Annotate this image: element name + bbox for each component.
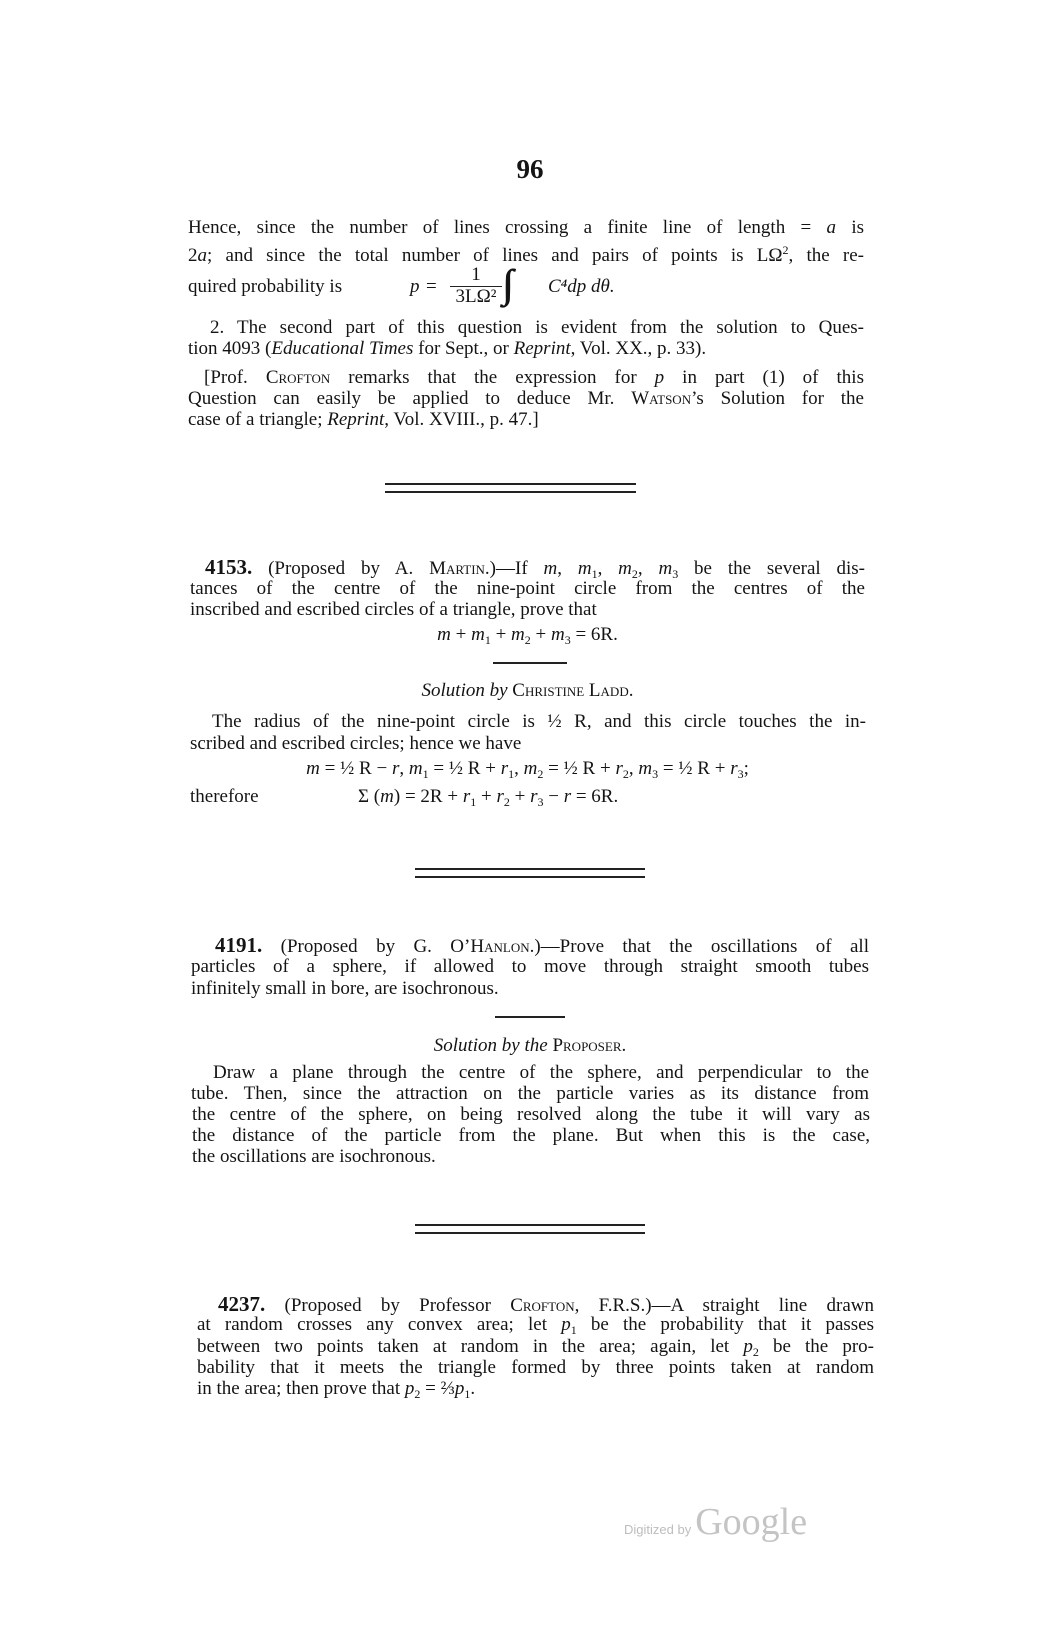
text-segment: m <box>543 558 558 579</box>
text-segment: Hence, since the number of lines crossing a finite line of length = <box>188 217 827 238</box>
text-segment: , <box>597 558 619 579</box>
text-segment: Proposer <box>552 1035 622 1056</box>
formula-lhs: p <box>410 276 420 297</box>
text-segment: 3 <box>564 633 571 647</box>
text-segment: a <box>826 217 837 238</box>
text-segment: Solution by <box>421 680 513 701</box>
text-segment: ; <box>743 758 749 779</box>
fraction-numerator: 1 <box>450 264 502 287</box>
text-segment: , Vol. XVIII., p. 47.] <box>384 409 539 430</box>
text-segment: = ½ R + <box>428 758 501 779</box>
text-segment: = ½ R − <box>319 758 392 779</box>
text-line <box>204 367 864 389</box>
text-segment: 2 <box>414 1387 421 1401</box>
text-segment: 1 <box>484 633 491 647</box>
text-segment: 1 <box>464 1387 471 1401</box>
question-number: 4153. <box>205 555 253 579</box>
text-segment: scribed and escribed circles; hence we have <box>190 733 522 754</box>
text-segment: Crofton <box>265 367 331 388</box>
fraction-denominator: 3LΩ² <box>455 286 497 307</box>
watermark-brand: Google <box>695 1501 808 1543</box>
text-segment: m <box>523 758 538 779</box>
text-segment: Σ ( <box>358 786 381 807</box>
text-segment: be the probability that it passes <box>576 1314 874 1335</box>
formula-label: quired probability is <box>188 276 343 297</box>
text-segment: 2. The second part of this question is evident from the solution to Ques- <box>210 317 864 338</box>
text-segment: 2 <box>537 767 544 781</box>
text-segment: ; and since the total number of lines and pairs of points is LΩ <box>207 245 783 266</box>
text-segment: r <box>730 758 738 779</box>
text-segment: (Proposed by A. <box>252 558 430 579</box>
text-segment: bability that it meets the triangle formed by three points taken at random <box>197 1357 874 1378</box>
text-segment: Crofton <box>510 1295 575 1316</box>
text-segment: in the area; then prove that <box>197 1378 405 1399</box>
text-segment: .)—Prove that the oscillations of all <box>529 936 869 957</box>
text-segment: (Proposed by Professor <box>265 1295 511 1316</box>
text-segment: the oscillations are isochronous. <box>192 1146 436 1167</box>
text-segment: m <box>658 558 673 579</box>
text-segment: m <box>437 624 451 645</box>
text-line <box>188 388 864 410</box>
text-segment: 2 <box>622 767 629 781</box>
section-divider <box>415 868 645 878</box>
text-segment: m <box>638 758 653 779</box>
text-segment: be the several dis- <box>678 558 866 579</box>
text-segment: in part (1) of this <box>664 367 864 388</box>
text-segment: Reprint <box>513 338 571 359</box>
text-line <box>188 217 864 239</box>
solution-divider <box>493 662 567 664</box>
text-segment: tion 4093 ( <box>188 338 272 359</box>
text-segment: 1 <box>508 767 515 781</box>
text-segment: 3 <box>737 767 744 781</box>
text-line <box>218 1293 874 1315</box>
text-segment: case of a triangle; <box>188 409 328 430</box>
text-segment: tances of the centre of the nine-point circle from the centres of the <box>190 578 865 599</box>
text-segment: infinitely small in bore, are isochronous. <box>191 978 499 999</box>
text-segment: p <box>454 1378 465 1399</box>
text-segment: , <box>628 758 639 779</box>
text-segment: 2 <box>503 795 510 809</box>
text-segment: , <box>514 758 524 779</box>
text-segment: r <box>496 786 504 807</box>
text-line <box>192 1104 870 1126</box>
text-segment: 1 <box>591 567 598 581</box>
text-segment: + <box>476 786 497 807</box>
text-segment: m <box>618 558 632 579</box>
text-segment: Educational Times <box>271 338 414 359</box>
text-line <box>190 599 865 621</box>
text-segment: 3 <box>672 567 679 581</box>
text-segment: Solution by the <box>433 1035 553 1056</box>
watermark-prefix: Digitized by <box>624 1522 692 1537</box>
text-line <box>205 555 866 581</box>
text-segment: Question can easily be applied to deduce Mr. <box>188 388 632 409</box>
formula-equals: = <box>426 276 437 297</box>
text-line <box>215 934 869 956</box>
text-line <box>213 1062 869 1084</box>
text-segment: the distance of the particle from the plane. But when this is the case, <box>192 1125 870 1146</box>
text-segment: Draw a plane through the centre of the sphere, and perpendicular to the <box>213 1062 869 1083</box>
text-line <box>197 1378 874 1400</box>
text-segment: remarks that the expression for <box>330 367 655 388</box>
text-segment: Hanlon <box>470 936 530 957</box>
text-segment: 2 <box>188 245 198 266</box>
text-segment: Martin <box>429 558 485 579</box>
text-line <box>190 733 865 755</box>
text-segment: = ⅔ <box>420 1378 455 1399</box>
text-segment: 1 <box>570 1323 577 1337</box>
text-line <box>191 1083 869 1105</box>
text-segment: , <box>637 558 659 579</box>
formula-integrand: C⁴dp dθ. <box>548 276 615 297</box>
text-line <box>192 1125 870 1147</box>
text-line <box>188 409 864 431</box>
text-segment: is <box>836 217 864 238</box>
page-number: 96 <box>516 154 544 184</box>
text-line <box>191 1035 869 1057</box>
text-segment: (Proposed by G. O’ <box>262 936 471 957</box>
text-line <box>190 578 865 600</box>
text-segment: ) = 2R + <box>393 786 463 807</box>
text-line <box>212 711 866 733</box>
section-divider <box>415 1224 645 1234</box>
text-segment: = ½ R + <box>658 758 731 779</box>
text-segment: = ½ R + <box>543 758 616 779</box>
text-segment: , Vol. XX., p. 33). <box>570 338 707 359</box>
text-line <box>197 1314 874 1336</box>
text-segment: , <box>557 558 578 579</box>
solution-divider <box>495 1016 565 1018</box>
text-line <box>190 680 865 702</box>
text-segment: particles of a sphere, if allowed to move through straight smooth tubes <box>191 956 869 977</box>
text-segment: Christine Ladd <box>512 680 629 701</box>
text-line <box>190 786 790 808</box>
text-segment: The radius of the nine-point circle is ½ R, and this circle touches the in- <box>212 711 866 732</box>
text-segment: 2 <box>631 567 638 581</box>
text-line <box>188 239 864 266</box>
text-segment: m <box>306 758 320 779</box>
text-line <box>197 1336 874 1358</box>
text-segment: Watson <box>631 388 692 409</box>
text-line <box>191 978 869 1000</box>
text-segment: 2 <box>524 633 531 647</box>
text-line <box>188 338 864 360</box>
text-segment: p <box>654 367 665 388</box>
text-segment: r <box>462 786 471 807</box>
question-number: 4191. <box>215 933 263 957</box>
formula-fraction <box>450 264 502 307</box>
text-line <box>197 1357 874 1379</box>
text-segment: + <box>530 624 551 645</box>
text-segment: , the re- <box>788 245 864 266</box>
text-segment: [Prof. <box>204 367 266 388</box>
text-segment: at random crosses any convex area; let <box>197 1314 562 1335</box>
text-segment: be the pro- <box>758 1336 874 1357</box>
text-segment: + <box>490 624 512 645</box>
text-segment: inscribed and escribed circles of a triangle, prove that <box>190 599 597 620</box>
text-segment: therefore <box>190 786 259 807</box>
text-segment: . <box>470 1378 476 1399</box>
google-watermark <box>624 1500 807 1544</box>
text-line <box>192 1146 870 1168</box>
text-segment: m <box>408 758 423 779</box>
text-line <box>210 317 864 339</box>
text-segment: p <box>561 1314 571 1335</box>
text-segment: tube. Then, since the attraction on the particle varies as its distance from <box>191 1083 869 1104</box>
text-segment: ’s Solution for the <box>691 388 864 409</box>
text-segment: .)—If <box>484 558 544 579</box>
text-segment: r <box>615 758 623 779</box>
text-segment: r <box>500 758 509 779</box>
text-segment: + <box>509 786 531 807</box>
text-segment: p <box>743 1336 753 1357</box>
text-line <box>190 624 865 646</box>
text-segment: the centre of the sphere, on being resolved along the tube it will vary as <box>192 1104 870 1125</box>
text-segment: Reprint <box>327 409 385 430</box>
text-segment: m <box>380 786 394 807</box>
text-segment: 2 <box>782 243 789 257</box>
text-segment: for Sept., or <box>413 338 514 359</box>
text-segment: m <box>471 624 485 645</box>
question-number: 4237. <box>218 1292 266 1316</box>
text-segment: + <box>450 624 472 645</box>
text-segment: a <box>197 245 207 266</box>
text-segment: − <box>543 786 564 807</box>
text-segment: 3 <box>652 767 659 781</box>
double-integral-sign: ∫∫ <box>502 261 504 306</box>
text-segment: p <box>404 1378 415 1399</box>
section-divider <box>385 483 636 493</box>
text-segment: 1 <box>470 795 477 809</box>
text-segment: r <box>391 758 400 779</box>
text-segment: 1 <box>422 767 429 781</box>
text-segment: , F.R.S.)—A straight line drawn <box>574 1295 874 1316</box>
text-segment: = 6R. <box>570 624 618 645</box>
text-segment: between two points taken at random in the area; again, let <box>197 1336 744 1357</box>
text-segment: , <box>399 758 409 779</box>
text-segment: 3 <box>537 795 544 809</box>
text-segment: . <box>621 1035 627 1056</box>
text-line <box>190 758 865 780</box>
text-segment: = 6R. <box>571 786 619 807</box>
text-segment: . <box>628 680 634 701</box>
text-segment: m <box>511 624 525 645</box>
text-segment: m <box>550 624 565 645</box>
text-segment: m <box>577 558 592 579</box>
text-line <box>191 956 869 978</box>
text-segment: 2 <box>752 1345 759 1359</box>
text-segment: r <box>563 786 572 807</box>
text-segment: r <box>530 786 538 807</box>
